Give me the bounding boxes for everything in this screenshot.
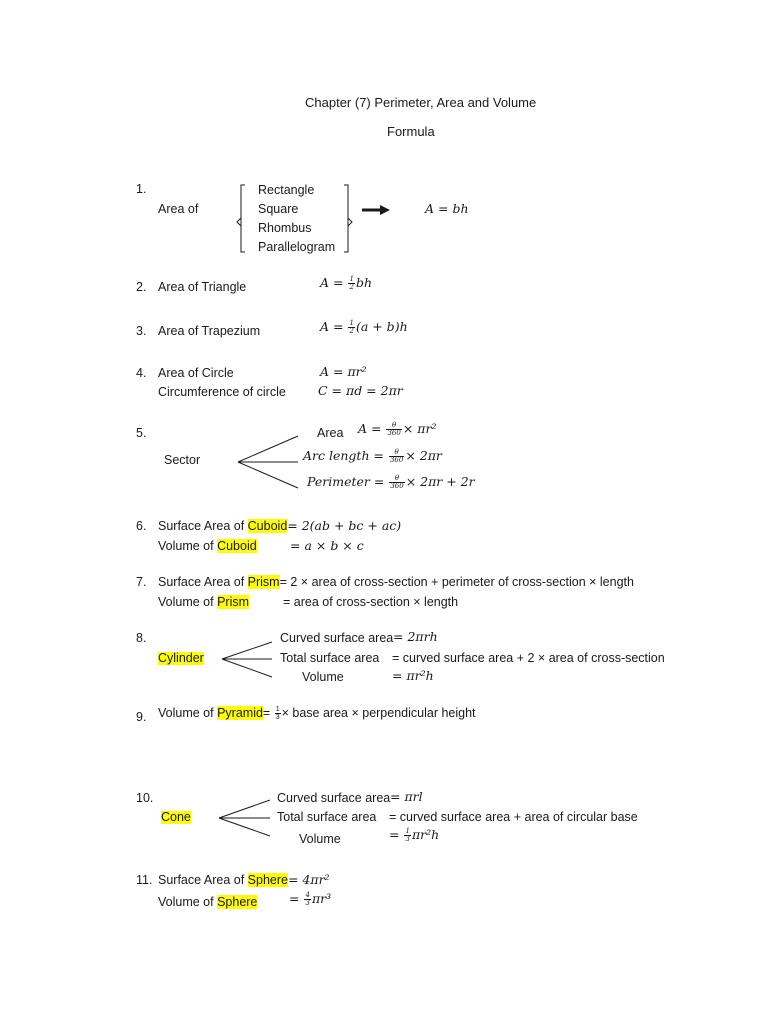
- cone-branch-top: [219, 800, 270, 818]
- sphere-volume-formula: [289, 892, 331, 907]
- surface-area-prefix: Surface Area of: [158, 575, 245, 589]
- arc-length-rhs: × 2πr: [405, 448, 442, 463]
- shape-parallelogram: Parallelogram: [258, 240, 336, 254]
- trapezium-formula-lhs: A =: [320, 319, 344, 334]
- sphere-volume-rhs: πr³: [311, 891, 332, 906]
- left-bracket-tip: [237, 218, 241, 226]
- cone-volume-formula: [389, 828, 439, 843]
- cone-branch-bottom: [219, 818, 270, 836]
- item-number-4: 4.: [136, 366, 147, 380]
- item-number-5: 5.: [136, 426, 147, 440]
- highlight-prism: Prism: [247, 575, 280, 589]
- sector-branch-bottom: [238, 462, 298, 488]
- circle-area-label: Area of Circle: [158, 366, 234, 380]
- sector-branch-top: [238, 436, 298, 462]
- item-number-6: 6.: [136, 519, 147, 533]
- cylinder-csa-label: Curved surface area: [280, 631, 394, 645]
- cone-volume-rhs: πr²h: [411, 827, 440, 842]
- sector-area-label: Area: [317, 426, 344, 440]
- item-number-7: 7.: [136, 575, 147, 589]
- area-of-label: Area of: [158, 202, 199, 216]
- cone-tsa-formula: = curved surface area + area of circular base: [389, 810, 638, 824]
- sphere-surface-area: [158, 874, 330, 887]
- cylinder-csa-formula: = 2πrh: [393, 629, 438, 644]
- fraction-third: $\frac{1}{3}$: [405, 827, 410, 843]
- fraction-theta-360: $\frac{\theta}{360}$: [387, 421, 401, 437]
- sphere-sa-formula: = 4πr²: [287, 872, 330, 887]
- highlight-sphere: Sphere: [217, 895, 258, 909]
- volume-prefix: Volume of: [158, 595, 214, 609]
- item-number-8: 8.: [136, 631, 147, 645]
- volume-prefix: Volume of: [158, 705, 214, 720]
- right-bracket: [344, 185, 348, 252]
- cuboid-volume-formula: = a × b × c: [290, 538, 364, 553]
- item-number-2: 2.: [136, 280, 147, 294]
- surface-area-prefix: Surface Area of: [158, 873, 245, 887]
- fraction-third: $\frac{1}{3}$: [275, 706, 280, 721]
- sphere-volume: [158, 896, 257, 909]
- left-bracket: [241, 185, 245, 252]
- cylinder-tsa-formula: = curved surface area + 2 × area of cross-section: [392, 651, 665, 665]
- cone-csa-formula: = πrl: [390, 789, 423, 804]
- fraction-half: $\frac{1}{2}$: [349, 319, 354, 335]
- page-title: Chapter (7) Perimeter, Area and Volume: [305, 95, 537, 110]
- fraction-theta-360: $\frac{\theta}{360}$: [390, 474, 404, 490]
- perimeter-rhs: × 2πr + 2r: [405, 474, 475, 489]
- equals-sign: =: [389, 827, 400, 842]
- pyramid-volume: [158, 706, 476, 721]
- fraction-four-thirds: $\frac{4}{3}$: [305, 891, 310, 907]
- trapezium-label: Area of Trapezium: [158, 324, 261, 338]
- equals-sign: =: [289, 891, 300, 906]
- right-bracket-tip: [348, 218, 352, 226]
- circle-area-formula: A = πr²: [320, 364, 367, 379]
- highlight-cuboid: Cuboid: [247, 519, 288, 533]
- equals-sign: =: [262, 705, 271, 720]
- highlight-prism: Prism: [217, 595, 250, 609]
- sector-area-lhs: A =: [358, 421, 382, 436]
- pyramid-volume-rest: × base area × perpendicular height: [281, 705, 476, 720]
- arrow-head: [380, 205, 390, 215]
- highlight-pyramid: Pyramid: [217, 705, 263, 720]
- highlight-cuboid: Cuboid: [217, 539, 257, 553]
- prism-sa-formula: = 2 × area of cross-section + perimeter of cross-section × length: [279, 575, 634, 589]
- sector-area-formula: [358, 422, 437, 437]
- shape-square: Square: [258, 202, 299, 216]
- cone-csa-label: Curved surface area: [277, 791, 391, 805]
- cylinder-volume-label: Volume: [302, 670, 344, 684]
- cone-tsa-label: Total surface area: [277, 810, 377, 824]
- sector-area-rhs: × πr²: [402, 421, 437, 436]
- surface-area-prefix: Surface Area of: [158, 519, 245, 533]
- prism-surface-area: [158, 576, 634, 589]
- triangle-label: Area of Triangle: [158, 280, 247, 294]
- prism-volume-formula: = area of cross-section × length: [283, 595, 459, 609]
- trapezium-formula-rhs: (a + b)h: [355, 319, 408, 334]
- item-number-1: 1.: [136, 182, 147, 196]
- cone-volume-label: Volume: [299, 832, 341, 846]
- triangle-formula-rhs: bh: [355, 275, 372, 290]
- item-number-3: 3.: [136, 324, 147, 338]
- highlight-sphere: Sphere: [247, 873, 288, 887]
- perimeter-formula: [307, 475, 475, 490]
- page-subtitle: Formula: [387, 124, 435, 139]
- cylinder-branch-bottom: [222, 659, 272, 677]
- formula-area-bh: A = bh: [425, 201, 469, 216]
- item-number-11: 11.: [136, 873, 153, 887]
- arc-length-lhs: Arc length =: [303, 448, 384, 463]
- triangle-formula: [320, 276, 372, 291]
- cylinder-volume-formula: = πr²h: [392, 668, 434, 683]
- arc-length-formula: [303, 449, 442, 464]
- prism-volume: [158, 596, 249, 609]
- cuboid-volume: [158, 540, 257, 553]
- cuboid-surface-area: [158, 520, 401, 533]
- sector-label: Sector: [164, 453, 201, 467]
- item-number-9: 9.: [136, 710, 147, 724]
- shape-rectangle: Rectangle: [258, 183, 315, 197]
- shape-rhombus: Rhombus: [258, 221, 312, 235]
- volume-prefix: Volume of: [158, 895, 214, 909]
- circumference-label: Circumference of circle: [158, 385, 286, 399]
- circumference-formula: C = πd = 2πr: [318, 383, 403, 398]
- item-number-10: 10.: [136, 791, 154, 805]
- highlight-cylinder: Cylinder: [158, 651, 204, 665]
- cylinder-branch-top: [222, 642, 272, 659]
- trapezium-formula: [320, 320, 408, 335]
- fraction-theta-360: $\frac{\theta}{360}$: [389, 448, 404, 464]
- fraction-half: $\frac{1}{2}$: [349, 275, 354, 291]
- perimeter-lhs: Perimeter =: [307, 474, 385, 489]
- volume-prefix: Volume of: [158, 539, 214, 553]
- cylinder-tsa-label: Total surface area: [280, 651, 380, 665]
- triangle-formula-lhs: A =: [320, 275, 344, 290]
- cuboid-sa-formula: = 2(ab + bc + ac): [287, 518, 402, 533]
- highlight-cone: Cone: [161, 810, 191, 824]
